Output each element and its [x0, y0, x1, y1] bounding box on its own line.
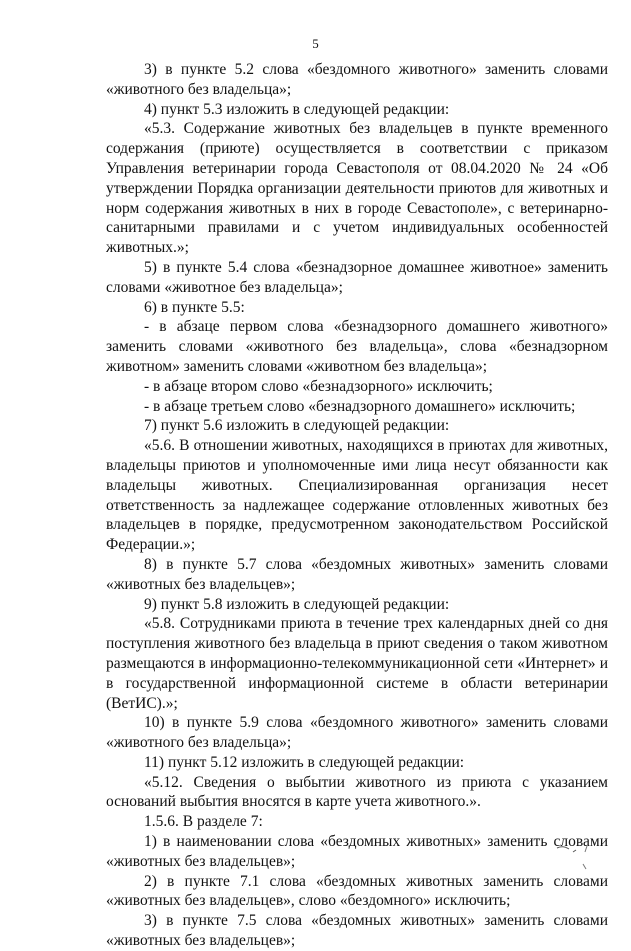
paragraph: 2) в пункте 7.1 слова «бездомных животных заменить словами «животных без владельцев», слово «бездомного» исключить; — [106, 872, 608, 910]
paragraph: «5.3. Содержание животных без владельцев в пункте временного содержания (приюте) осуществляется в соответствии с приказом Управления ветеринарии города Севастополя от 08.04.2020 № 24 «Об утверждении Порядка организации деятельности приютов для животных и норм содержания животных в них в городе Севастополе», с ветеринарно-санитарными правилами и с учетом индивидуальных особенностей животных.»; — [106, 120, 608, 257]
paragraph: 3) в пункте 5.2 слова «бездомного животного» заменить словами «животного без владельца»; — [106, 61, 608, 98]
paragraph: 8) в пункте 5.7 слова «бездомных животных» заменить словами «животных без владельцев»; — [106, 555, 608, 593]
paragraph: - в абзаце третьем слово «безнадзорного домашнего» исключить; — [144, 397, 576, 415]
paragraph: 11) пункт 5.12 изложить в следующей редакции: — [144, 753, 465, 771]
paragraph: «5.8. Сотрудниками приюта в течение трех календарных дней со дня поступления животного без владельца в приют сведения о таком животном размещаются в информационно-телекоммуникационной сети «Интернет» и в государственной информационной системе в области ветеринарии (ВетИС).»; — [106, 615, 608, 712]
paragraph: 6) в пункте 5.5: — [144, 298, 245, 316]
paragraph: 1) в наименовании слова «бездомных животных» заменить словами «животных без владельцев»; — [106, 833, 608, 870]
paragraph: - в абзаце втором слово «безнадзорного» исключить; — [144, 377, 493, 395]
paragraph: 3) в пункте 7.5 слова «бездомных животных» заменить словами «животных без владельцев»; — [106, 912, 608, 950]
paragraph: 7) пункт 5.6 изложить в следующей редакции: — [144, 417, 450, 435]
paragraph: 4) пункт 5.3 изложить в следующей редакции: — [144, 100, 450, 118]
paragraph: 9) пункт 5.8 изложить в следующей редакции: — [144, 595, 450, 613]
paragraph: «5.12. Сведения о выбытии животного из приюта с указанием оснований выбытия вносятся в карте учета животного.». — [106, 773, 608, 811]
paragraph: - в абзаце первом слова «безнадзорного домашнего животного» заменить словами «животного без владельца», слова «безнадзорном животном» заменить словами «животном без владельца»; — [106, 318, 608, 375]
paragraph: 1.5.6. В разделе 7: — [144, 813, 263, 831]
scan-marks — [549, 836, 609, 876]
document-body — [106, 60, 608, 951]
paragraph: «5.6. В отношении животных, находящихся в приютах для животных, владельцы приютов и уполномоченные ими лица несут обязанности как владельцы животных. Специализированная организация несет ответственность за надлежащее содержание отловленных животных без владельцев в порядке, предусмотренном законодательством Российской Федерации.»; — [106, 437, 608, 554]
paragraph: 5) в пункте 5.4 слова «безнадзорное домашнее животное» заменить словами «животное без владельца»; — [106, 258, 608, 296]
page-number: 5 — [312, 36, 319, 51]
paragraph: 10) в пункте 5.9 слова «бездомного животного» заменить словами «животного без владельца»; — [106, 714, 608, 752]
